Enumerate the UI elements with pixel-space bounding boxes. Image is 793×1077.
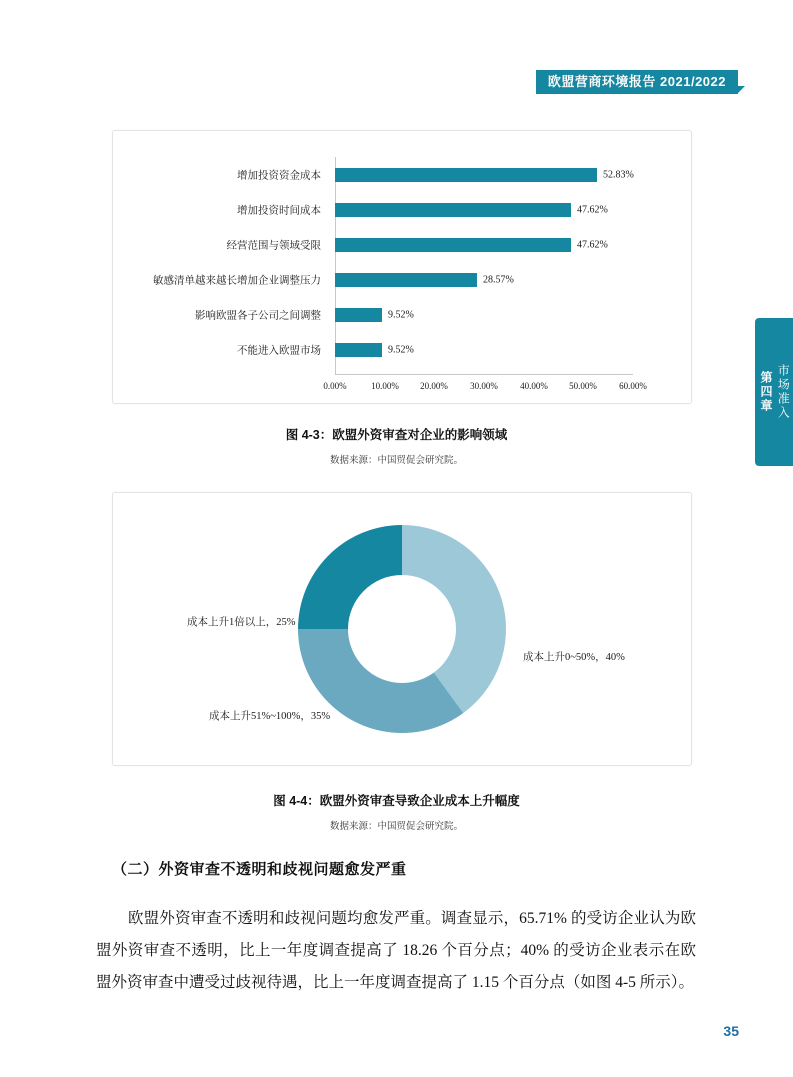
body-paragraph: 欧盟外资审查不透明和歧视问题均愈发严重。调查显示，65.71% 的受访企业认为欧盟外资审查不透明，比上一年度调查提高了 18.26 个百分点；40% 的受访企业表示在欧盟外资审查中遭受过歧视待遇，比上一年度调查提高了 1.15 个百分点（如图 4-5 所示）。 bbox=[96, 910, 696, 991]
bar-chart-plot-area bbox=[323, 157, 647, 391]
bar-category-label: 增加投资资金成本 bbox=[237, 170, 321, 182]
bar-series-item bbox=[335, 238, 571, 252]
figure-1-source: 数据来源：中国贸促会研究院。 bbox=[329, 456, 463, 466]
bar-x-tick-label: 10.00% bbox=[371, 381, 399, 391]
bar-value-label: 9.52% bbox=[388, 344, 414, 356]
bar-value-label: 47.62% bbox=[577, 239, 608, 251]
header-corner-decoration bbox=[738, 86, 745, 93]
bar-category-label: 经营范围与领域受限 bbox=[226, 240, 321, 252]
bar-series-item bbox=[335, 203, 571, 217]
bar-value-label: 52.83% bbox=[603, 169, 634, 181]
bar-x-tick-label: 40.00% bbox=[520, 381, 548, 391]
bar-series-item bbox=[335, 168, 597, 182]
donut-chart-hole bbox=[348, 575, 456, 683]
donut-chart bbox=[113, 493, 691, 765]
donut-chart-ring bbox=[298, 525, 506, 733]
bar-series-item bbox=[335, 308, 382, 322]
donut-slice-label: 成本上升0~50%，40% bbox=[523, 652, 625, 663]
bar-category-label: 敏感清单越来越长增加企业调整压力 bbox=[153, 275, 321, 287]
bar-chart-category-labels bbox=[113, 131, 333, 403]
bar-value-label: 28.57% bbox=[483, 274, 514, 286]
bar-value-label: 47.62% bbox=[577, 204, 608, 216]
chapter-side-tab-chapter: 第四章 bbox=[759, 371, 773, 413]
donut-slice-label: 成本上升51%~100%，35% bbox=[209, 711, 331, 722]
figure-2-card bbox=[112, 492, 692, 766]
bar-x-tick-label: 30.00% bbox=[470, 381, 498, 391]
report-header bbox=[536, 70, 745, 94]
figure-2-caption: 图 4-4：欧盟外资审查导致企业成本上升幅度 bbox=[273, 794, 520, 808]
report-header-title: 欧盟营商环境报告 2021/2022 bbox=[536, 70, 738, 94]
bar-category-label: 不能进入欧盟市场 bbox=[237, 345, 321, 357]
bar-series-item bbox=[335, 273, 477, 287]
chapter-side-tab bbox=[755, 318, 793, 466]
section-heading: （二）外资审查不透明和歧视问题愈发严重 bbox=[112, 861, 407, 878]
donut-slice-label: 成本上升1倍以上，25% bbox=[187, 617, 296, 628]
bar-x-tick-label: 50.00% bbox=[569, 381, 597, 391]
bar-category-label: 影响欧盟各子公司之间调整 bbox=[195, 310, 321, 322]
chapter-side-tab-label: 市场准入 bbox=[776, 364, 791, 420]
figure-1-card bbox=[112, 130, 692, 404]
bar-chart-x-axis bbox=[335, 374, 633, 375]
figure-2-source: 数据来源：中国贸促会研究院。 bbox=[329, 822, 463, 832]
bar-x-tick-label: 0.00% bbox=[323, 381, 347, 391]
bar-x-tick-label: 20.00% bbox=[420, 381, 448, 391]
page-number: 35 bbox=[723, 1023, 739, 1039]
bar-x-tick-label: 60.00% bbox=[619, 381, 647, 391]
figure-1-caption: 图 4-3：欧盟外资审查对企业的影响领域 bbox=[285, 428, 508, 442]
bar-value-label: 9.52% bbox=[388, 309, 414, 321]
bar-category-label: 增加投资时间成本 bbox=[237, 205, 321, 217]
bar-series-item bbox=[335, 343, 382, 357]
bar-chart bbox=[113, 131, 691, 403]
